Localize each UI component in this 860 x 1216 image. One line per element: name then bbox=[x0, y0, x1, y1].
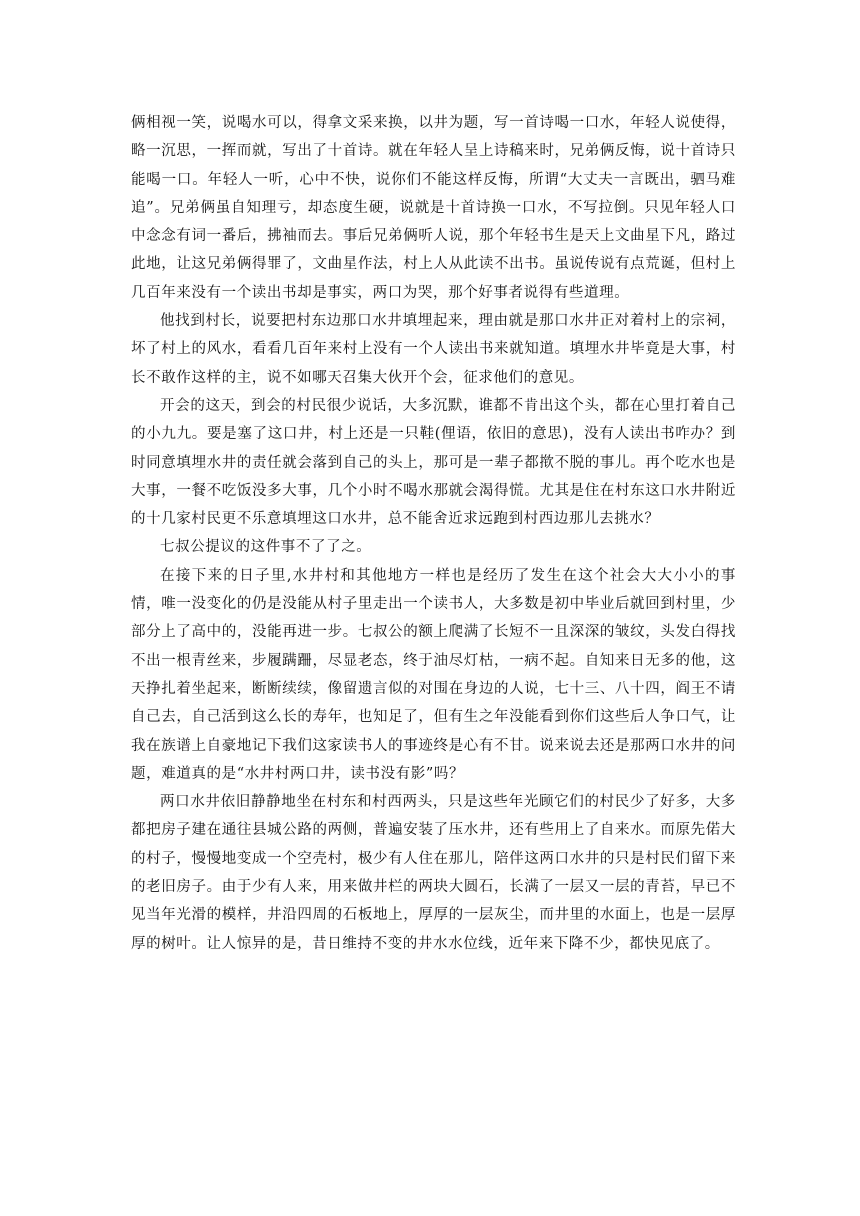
paragraph-2: 他找到村长，说要把村东边那口水井填埋起来，理由就是那口水井正对着村上的宗祠，坏了村上的风水，看看几百年来村上没有一个人读出书来就知道。填埋水井毕竟是大事，村长不敢作这样的主，说不如哪天召集大伙开个会，征求他们的意见。 bbox=[131, 313, 736, 386]
paragraph-6: 两口水井依旧静静地坐在村东和村西两头，只是这些年光顾它们的村民少了好多，大多都把房子建在通往县城公路的两侧，普遍安装了压水井，还有些用上了自来水。而原先偌大的村子，慢慢地变成一个空壳村，极少有人住在那儿，陪伴这两口水井的只是村民们留下来的老旧房子。由于少有人来，用来做井栏的两块大圆石，长满了一层又一层的青苔，早已不见当年光滑的模样，井沿四周的石板地上，厚厚的一层灰尘，而井里的水面上，也是一层厚厚的树叶。让人惊异的是，昔日维持不变的井水水位线，近年来下降不少，都快见底了。 bbox=[131, 794, 736, 952]
paragraph-4: 七叔公提议的这件事不了了之。 bbox=[160, 539, 372, 556]
article-body bbox=[131, 109, 736, 958]
paragraph-1: 俩相视一笑，说喝水可以，得拿文采来换，以井为题，写一首诗喝一口水，年轻人说使得，略一沉思，一挥而就，写出了十首诗。就在年轻人呈上诗稿来时，兄弟俩反悔，说十首诗只能喝一口。年轻人一听，心中不快，说你们不能这样反悔，所谓“大丈夫一言既出，驷马难追”。兄弟俩虽自知理亏，却态度生硬，说就是十首诗换一口水，不写拉倒。只见年轻人口中念念有词一番后，拂袖而去。事后兄弟俩听人说，那个年轻书生是天上文曲星下凡，路过此地，让这兄弟俩得罪了，文曲星作法，村上人从此读不出书。虽说传说有点荒诞，但村上几百年来没有一个读出书却是事实，两口为哭，那个好事者说得有些道理。 bbox=[131, 115, 736, 301]
paragraph-5: 在接下来的日子里,水井村和其他地方一样也是经历了发生在这个社会大大小小的事情，唯一没变化的仍是没能从村子里走出一个读书人，大多数是初中毕业后就回到村里，少部分上了高中的，没能再进一步。七叔公的额上爬满了长短不一且深深的皱纹，头发白得找不出一根青丝来，步履蹒跚，尽显老态，终于油尽灯枯，一病不起。自知来日无多的他，这天挣扎着坐起来，断断续续，像留遗言似的对围在身边的人说，七十三、八十四，阎王不请自己去，自己活到这么长的寿年，也知足了，但有生之年没能看到你们这些后人争口气，让我在族谱上自豪地记下我们这家读书人的事迹终是心有不甘。说来说去还是那两口水井的问题，难道真的是“水井村两口井，读书没有影”吗？ bbox=[131, 567, 736, 782]
paragraph-3: 开会的这天，到会的村民很少说话，大多沉默，谁都不肯出这个头，都在心里打着自己的小九九。要是塞了这口井，村上还是一只鞋(俚语，依旧的意思)，没有人读出书咋办？到时同意填埋水井的责任就会落到自己的头上，那可是一辈子都揿不脱的事儿。再个吃水也是大事，一餐不吃饭没多大事，几个小时不喝水那就会渴得慌。尤其是住在村东这口水井附近的十几家村民更不乐意填埋这口水井，总不能舍近求远跑到村西边那儿去挑水？ bbox=[131, 397, 736, 528]
